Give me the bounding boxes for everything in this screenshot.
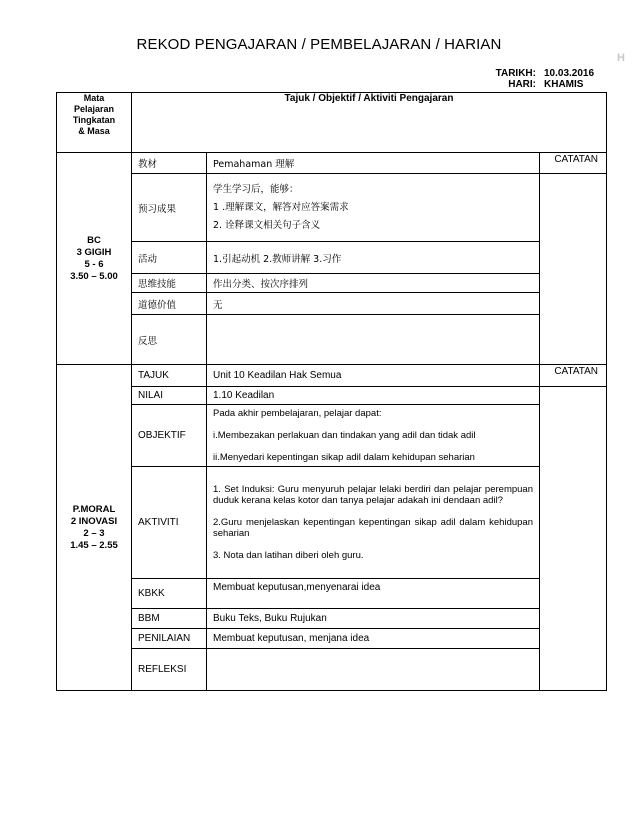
section2-notes-header: CATATAN xyxy=(540,365,607,387)
section1-class-info: BC 3 GIGIH 5 - 6 3.50 – 5.00 xyxy=(57,153,132,365)
table-row xyxy=(57,174,607,242)
date-value: 10.03.2016 xyxy=(544,68,595,79)
row-content: 1.引起动机 2.教师讲解 3.习作 xyxy=(207,242,540,274)
corner-mark: H xyxy=(617,52,625,64)
table-row xyxy=(57,387,607,405)
table-row xyxy=(57,315,607,365)
row-label: TAJUK xyxy=(132,365,207,387)
row-label: 思维技能 xyxy=(132,274,207,293)
table-row xyxy=(57,649,607,691)
table-header-row xyxy=(57,93,607,153)
row-label: KBKK xyxy=(132,579,207,609)
row-label: PENILAIAN xyxy=(132,629,207,649)
section1-notes-area xyxy=(540,174,607,365)
row-content: 1.10 Keadilan xyxy=(207,387,540,405)
row-content: 学生学习后，能够： 1 .理解课文，解答对应答案需求 2. 诠释课文相关句子含义 xyxy=(207,174,540,242)
row-label: OBJEKTIF xyxy=(132,405,207,467)
row-content: Pada akhir pembelajaran, pelajar dapat: i.Membezakan perlakuan dan tindakan yang adil dan tidak adil ii.Menyedari kepentingan sikap adil dalam kehidupan seharian xyxy=(207,405,540,467)
table-row xyxy=(57,609,607,629)
row-label: NILAI xyxy=(132,387,207,405)
row-content: 作出分类、按次序排列 xyxy=(207,274,540,293)
day-value: KHAMIS xyxy=(544,79,584,90)
section2-class-info: P.MORAL 2 INOVASI 2 – 3 1.45 – 2.55 xyxy=(57,365,132,691)
document-title: REKOD PENGAJARAN / PEMBELAJARAN / HARIAN xyxy=(136,36,502,53)
row-content xyxy=(207,315,540,365)
row-label: REFLEKSI xyxy=(132,649,207,691)
row-label: AKTIVITI xyxy=(132,467,207,579)
table-row xyxy=(57,365,607,387)
table-row xyxy=(57,274,607,293)
table-row xyxy=(57,579,607,609)
row-content: Membuat keputusan, menjana idea xyxy=(207,629,540,649)
table-row xyxy=(57,293,607,315)
date-label: TARIKH: xyxy=(495,68,536,79)
row-label: 预习成果 xyxy=(132,174,207,242)
header-subject-class-time: Mata Pelajaran Tingkatan & Masa xyxy=(57,93,132,153)
row-content: Unit 10 Keadilan Hak Semua xyxy=(207,365,540,387)
lesson-record-table xyxy=(56,92,607,691)
table-row xyxy=(57,405,607,467)
date-line xyxy=(496,68,594,79)
row-content: Buku Teks, Buku Rujukan xyxy=(207,609,540,629)
table-row xyxy=(57,629,607,649)
header-topic-objective-activity: Tajuk / Objektif / Aktiviti Pengajaran xyxy=(132,93,607,153)
day-label: HARI: xyxy=(508,79,536,90)
row-content: Pemahaman 理解 xyxy=(207,153,540,174)
table-row xyxy=(57,467,607,579)
row-label: 活动 xyxy=(132,242,207,274)
day-line xyxy=(508,79,594,90)
row-label: BBM xyxy=(132,609,207,629)
section1-notes-header: CATATAN xyxy=(540,153,607,174)
table-row xyxy=(57,153,607,174)
row-label: 教材 xyxy=(132,153,207,174)
row-label: 道德价值 xyxy=(132,293,207,315)
section2-notes-area xyxy=(540,387,607,691)
row-label: 反思 xyxy=(132,315,207,365)
row-content: 无 xyxy=(207,293,540,315)
table-row xyxy=(57,242,607,274)
row-content: 1. Set Induksi: Guru menyuruh pelajar lelaki berdiri dan pelajar perempuan duduk kerana kelas kotor dan tanya pelajar adakah ini dendaan adil? 2.Guru menjelaskan kepentingan kepentingan sikap adil dalam kehidupan seharian 3. Nota dan latihan diberi oleh guru. xyxy=(207,467,540,579)
row-content: Membuat keputusan,menyenarai idea xyxy=(207,579,540,609)
row-content xyxy=(207,649,540,691)
